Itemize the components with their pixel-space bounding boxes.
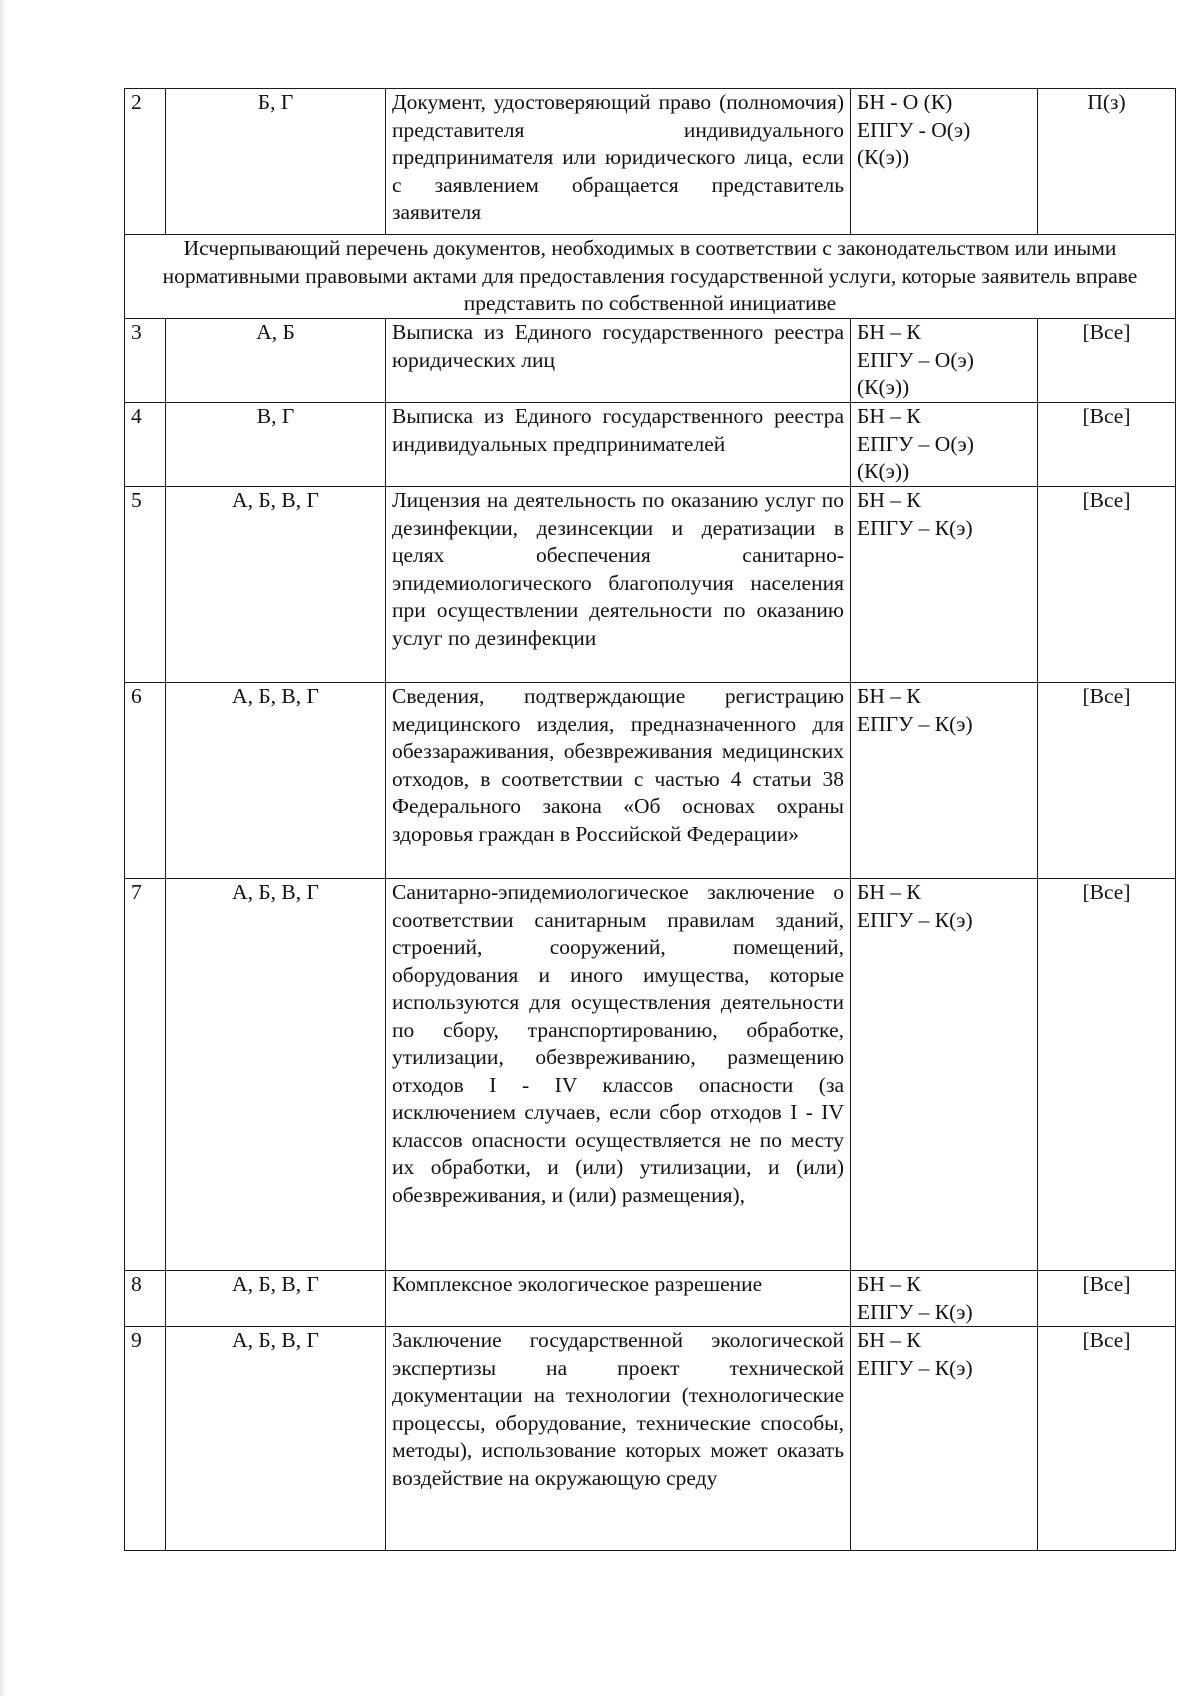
- scan-edge-shadow: [0, 0, 6, 1696]
- row-number: 6: [125, 683, 166, 879]
- source-line: ЕПГУ – О(э): [857, 347, 974, 372]
- source-line: БН – К: [857, 1328, 921, 1352]
- applicant-categories: А, Б, В, Г: [166, 1327, 386, 1551]
- applicant-categories: Б, Г: [166, 89, 386, 235]
- row-number: 2: [125, 89, 166, 235]
- applicant-categories: А, Б, В, Г: [166, 879, 386, 1271]
- source-line: (К(э)): [857, 375, 910, 399]
- document-form: [Все]: [1038, 683, 1176, 879]
- document-name: Заключение государственной экологической экспертизы на проект технической документации на технологии (технологические процессы, оборудование, технические способы, методы), использование которых может оказать воздействие на окружающую среду: [386, 1327, 851, 1551]
- documents-table: [124, 88, 1176, 1551]
- row-number: 3: [125, 319, 166, 403]
- source-line: ЕПГУ – К(э): [857, 1299, 973, 1324]
- applicant-categories: А, Б, В, Г: [166, 683, 386, 879]
- table-row: [125, 879, 1176, 1271]
- table-row: [125, 487, 1176, 683]
- source-line: БН – К: [857, 880, 921, 904]
- source-line: ЕПГУ – К(э): [857, 907, 973, 932]
- source-line: БН - О (К): [857, 90, 953, 114]
- document-form: П(з): [1038, 89, 1176, 235]
- submission-method: [851, 319, 1038, 403]
- document-name: Лицензия на деятельность по оказанию услуг по дезинфекции, дезинсекции и дератизации в целях обеспечения санитарно-эпидемиологического благополучия населения при осуществлении деятельности по оказанию услуг по дезинфекции: [386, 487, 851, 683]
- row-number: 7: [125, 879, 166, 1271]
- row-number: 9: [125, 1327, 166, 1551]
- row-number: 4: [125, 403, 166, 487]
- submission-method: [851, 403, 1038, 487]
- source-line: ЕПГУ – К(э): [857, 1355, 973, 1380]
- source-line: БН – К: [857, 488, 921, 512]
- submission-method: [851, 879, 1038, 1271]
- document-form: [Все]: [1038, 319, 1176, 403]
- submission-method: [851, 1327, 1038, 1551]
- table-row: [125, 1327, 1176, 1551]
- document-name: Комплексное экологическое разрешение: [386, 1271, 851, 1327]
- row-number: 5: [125, 487, 166, 683]
- row-number: 8: [125, 1271, 166, 1327]
- section-heading: Исчерпывающий перечень документов, необходимых в соответствии с законодательством или иными нормативными правовыми актами для предоставления государственной услуги, которые заявитель вправе представить по собственной инициативе: [125, 235, 1176, 319]
- table-row: [125, 89, 1176, 235]
- document-name: Выписка из Единого государственного реестра индивидуальных предпринимателей: [386, 403, 851, 487]
- table-row: [125, 1271, 1176, 1327]
- applicant-categories: В, Г: [166, 403, 386, 487]
- document-name: Документ, удостоверяющий право (полномочия) представителя индивидуального предпринимателя или юридического лица, если с заявлением обращается представитель заявителя: [386, 89, 851, 235]
- table-row: [125, 683, 1176, 879]
- applicant-categories: А, Б, В, Г: [166, 1271, 386, 1327]
- source-line: ЕПГУ – К(э): [857, 515, 973, 540]
- document-form: [Все]: [1038, 487, 1176, 683]
- document-form: [Все]: [1038, 1327, 1176, 1551]
- source-line: ЕПГУ – О(э): [857, 431, 974, 456]
- document-form: [Все]: [1038, 879, 1176, 1271]
- source-line: ЕПГУ – К(э): [857, 711, 973, 736]
- submission-method: [851, 89, 1038, 235]
- section-row: [125, 235, 1176, 319]
- document-form: [Все]: [1038, 1271, 1176, 1327]
- source-line: ЕПГУ - О(э): [857, 117, 971, 142]
- source-line: БН – К: [857, 684, 921, 708]
- applicant-categories: А, Б: [166, 319, 386, 403]
- source-line: БН – К: [857, 1272, 921, 1296]
- submission-method: [851, 1271, 1038, 1327]
- document-name: Санитарно-эпидемиологическое заключение о соответствии санитарным правилам зданий, строений, сооружений, помещений, оборудования и иного имущества, которые используются для осуществления деятельности по сбору, транспортированию, обработке, утилизации, обезвреживанию, размещению отходов I - IV классов опасности (за исключением случаев, если сбор отходов I - IV классов опасности осуществляется не по месту их обработки, и (или) утилизации, и (или) обезвреживания, и (или) размещения),: [386, 879, 851, 1271]
- table-row: [125, 403, 1176, 487]
- source-line: БН – К: [857, 320, 921, 344]
- source-line: БН – К: [857, 404, 921, 428]
- source-line: (К(э)): [857, 459, 910, 483]
- source-line: (К(э)): [857, 145, 910, 169]
- submission-method: [851, 683, 1038, 879]
- submission-method: [851, 487, 1038, 683]
- document-name: Сведения, подтверждающие регистрацию медицинского изделия, предназначенного для обеззараживания, обезвреживания медицинских отходов, в соответствии с частью 4 статьи 38 Федерального закона «Об основах охраны здоровья граждан в Российской Федерации»: [386, 683, 851, 879]
- document-name: Выписка из Единого государственного реестра юридических лиц: [386, 319, 851, 403]
- table-row: [125, 319, 1176, 403]
- document-form: [Все]: [1038, 403, 1176, 487]
- applicant-categories: А, Б, В, Г: [166, 487, 386, 683]
